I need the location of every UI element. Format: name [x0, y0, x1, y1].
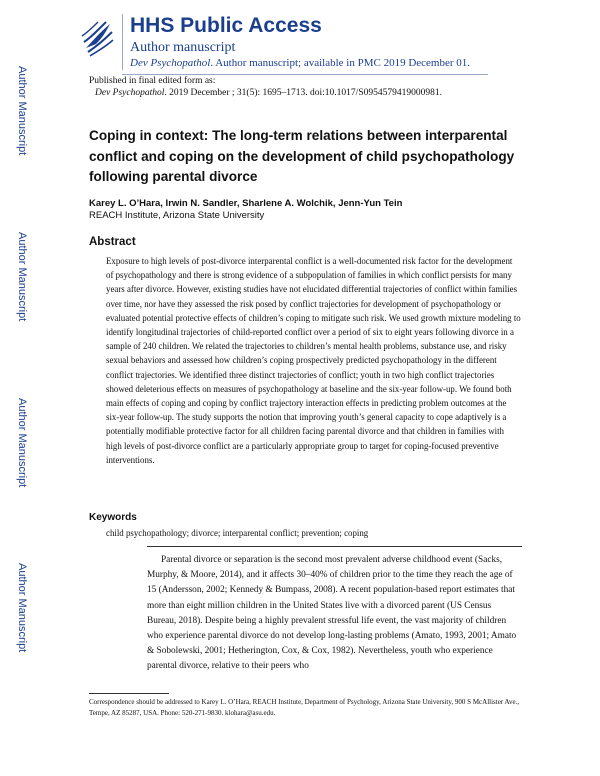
hhs-eagle-icon: [80, 18, 116, 58]
side-label-author-manuscript: Author Manuscript: [16, 232, 28, 322]
header-subtitle: Author manuscript: [130, 40, 236, 55]
side-label-author-manuscript: Author Manuscript: [16, 398, 28, 488]
correspondence-footnote: Correspondence should be addressed to Karey L. O’Hara, REACH Institute, Department of Psychology, Arizona State University, 900 S McAllister Ave., Tempe, AZ 85287, USA. Phone: 520-271-9830. klohara@asu.edu.: [89, 698, 520, 717]
keywords-text: child psychopathology; divorce; interparental conflict; prevention; coping: [106, 528, 369, 538]
abstract-heading: Abstract: [89, 236, 136, 248]
affiliation: REACH Institute, Arizona State University: [89, 210, 265, 221]
citation-text: . 2019 December ; 31(5): 1695–1713. doi:10.1017/S0954579419000981.: [164, 88, 442, 98]
author-list: Karey L. O’Hara, Irwin N. Sandler, Sharlene A. Wolchik, Jenn-Yun Tein: [89, 198, 403, 209]
page-title: HHS Public Access: [130, 14, 322, 37]
availability-line: [130, 57, 470, 69]
published-line: Published in final edited form as:: [89, 76, 216, 86]
header-divider: [122, 74, 488, 75]
keywords-heading: Keywords: [89, 512, 137, 523]
header-divider-vertical: [122, 14, 123, 70]
footnote-divider: [89, 693, 169, 694]
side-label-author-manuscript: Author Manuscript: [16, 563, 28, 653]
journal-name: Dev Psychopathol: [130, 57, 211, 69]
body-divider: [147, 546, 522, 547]
abstract-text: Exposure to high levels of post-divorce interparental conflict is a well-documented risk factor for the development of psychopathology and there is strong evidence of a subpopulation of families in which conflict persists for many years after divorce. However, existing studies have not elucidated differential trajectories of conflict within families over time, nor have they assessed the risk posed by conflict trajectories for development of psychopathology or evaluated potential protective effects of children’s coping to mitigate such risk. We used growth mixture modeling to identify longitudinal trajectories of child-reported conflict over a period of six to eight years following divorce in a sample of 240 children. We related the trajectories to children’s mental health problems, substance use, and risky sexual behaviors and assessed how children’s coping prospectively predicted psychopathology in the different conflict trajectories. We identified three distinct trajectories of conflict; youth in two high conflict trajectories showed deleterious effects on measures of psychopathology at baseline and the six-year follow-up. We found both main effects of coping and coping by conflict trajectory interaction effects in predicting problem outcomes at the six-year follow-up. The study supports the notion that improving youth’s general capacity to cope adaptively is a potentially modifiable protective factor for all children facing parental divorce and that children in families with high levels of post-divorce conflict are a particularly appropriate group to target for coping-focused preventive interventions.: [106, 256, 521, 465]
citation: [95, 88, 442, 98]
side-label-author-manuscript: Author Manuscript: [16, 66, 28, 156]
body-paragraph: Parental divorce or separation is the second most prevalent adverse childhood event (Sacks, Murphy, & Moore, 2014), and it affects 30–40% of children prior to the time they reach the age of 15 (Andersson, 2002; Kennedy & Bumpass, 2008). A recent population-based report estimates that more than eight million children in the United States live with a divorced parent (US Census Bureau, 2018). Despite being a highly prevalent stressful life event, the vast majority of children who experience parental divorce do not develop long-lasting problems (Amato, 1993, 2001; Amato & Sobolewski, 2001; Hetherington, Cox, & Cox, 1982). Nevertheless, youth who experience parental divorce, relative to their peers who: [147, 555, 517, 672]
article-title: Coping in context: The long-term relations between interparental conflict and coping on the development of child psychopathology following parental divorce: [89, 128, 515, 184]
citation-journal: Dev Psychopathol: [95, 88, 165, 98]
availability-text: . Author manuscript; available in PMC 2019 December 01.: [210, 57, 471, 69]
